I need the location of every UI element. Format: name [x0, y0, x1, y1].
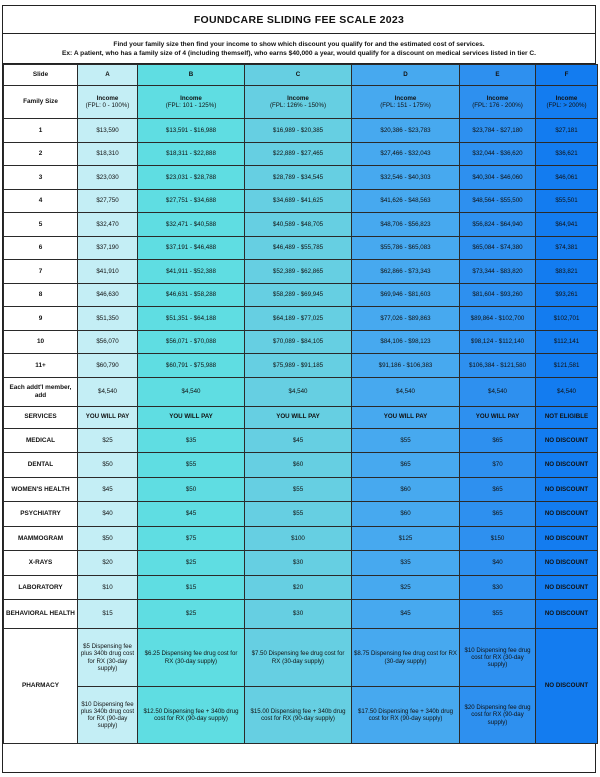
- service-price-cell: $150: [460, 526, 536, 551]
- tier-c-income-header: [245, 86, 352, 119]
- services-header-cell: YOU WILL PAY: [352, 406, 460, 428]
- service-price-cell: NO DISCOUNT: [536, 575, 598, 600]
- tier-f-letter: F: [536, 65, 598, 86]
- service-price-cell: $25: [352, 575, 460, 600]
- service-price-cell: $25: [78, 428, 138, 453]
- income-cell: $22,889 - $27,465: [245, 142, 352, 166]
- income-cell: $93,261: [536, 283, 598, 307]
- family-size-value: 10: [4, 330, 78, 354]
- tier-c-letter: C: [245, 65, 352, 86]
- service-price-cell: $50: [138, 477, 245, 502]
- service-price-cell: $45: [138, 502, 245, 527]
- additional-member-cell: $4,540: [536, 377, 598, 406]
- service-name: X-RAYS: [4, 551, 78, 576]
- service-price-cell: $55: [352, 428, 460, 453]
- income-cell: $62,866 - $73,343: [352, 260, 460, 284]
- service-price-cell: $30: [460, 575, 536, 600]
- service-price-cell: $65: [460, 428, 536, 453]
- service-price-cell: NO DISCOUNT: [536, 551, 598, 576]
- pharmacy-30-day-cell: $8.75 Dispensing fee drug cost for RX (30-day supply): [352, 629, 460, 687]
- fpl-label: (FPL: > 200%): [546, 102, 587, 109]
- service-row: [4, 453, 598, 478]
- income-cell: $77,026 - $89,863: [352, 307, 460, 331]
- service-price-cell: NO DISCOUNT: [536, 477, 598, 502]
- income-cell: $40,589 - $48,705: [245, 213, 352, 237]
- income-cell: $32,471 - $40,588: [138, 213, 245, 237]
- income-cell: $64,941: [536, 213, 598, 237]
- income-cell: $51,350: [78, 307, 138, 331]
- service-name: LABORATORY: [4, 575, 78, 600]
- pharmacy-90-day-cell: $20 Dispensing fee drug cost for RX (90-day supply): [460, 687, 536, 744]
- intro-line-1: Find your family size then find your income to show which discount you qualify for and the estimated cost of services.: [113, 40, 485, 48]
- service-price-cell: $55: [460, 600, 536, 629]
- fee-scale-sheet: [2, 5, 596, 773]
- tier-e-letter: E: [460, 65, 536, 86]
- service-price-cell: $50: [78, 526, 138, 551]
- intro-text: [3, 34, 595, 64]
- service-price-cell: $100: [245, 526, 352, 551]
- service-price-cell: $45: [245, 428, 352, 453]
- income-cell: $37,191 - $46,488: [138, 236, 245, 260]
- pharmacy-row-30-day: [4, 629, 598, 687]
- income-label: Income: [486, 94, 509, 102]
- tier-d-income-header: [352, 86, 460, 119]
- service-name: DENTAL: [4, 453, 78, 478]
- service-name: PSYCHIATRY: [4, 502, 78, 527]
- income-cell: $81,604 - $93,260: [460, 283, 536, 307]
- service-price-cell: NO DISCOUNT: [536, 453, 598, 478]
- service-row: [4, 575, 598, 600]
- intro-line-2: Ex: A patient, who has a family size of 4 (including themself), who earns $40,000 a year, would qualify for a discount on medical services listed in tier C.: [61, 49, 537, 57]
- tier-a-income-header: [78, 86, 138, 119]
- service-row: [4, 526, 598, 551]
- income-cell: $32,044 - $36,620: [460, 142, 536, 166]
- income-cell: $56,071 - $70,088: [138, 330, 245, 354]
- income-cell: $74,381: [536, 236, 598, 260]
- income-cell: $41,626 - $48,563: [352, 189, 460, 213]
- income-cell: $20,386 - $23,783: [352, 119, 460, 143]
- income-cell: $121,581: [536, 354, 598, 378]
- service-price-cell: $70: [460, 453, 536, 478]
- family-size-row: [4, 213, 598, 237]
- income-label: Income: [96, 94, 119, 102]
- family-size-header-row: [4, 86, 598, 119]
- family-size-row: [4, 236, 598, 260]
- income-cell: $41,911 - $52,388: [138, 260, 245, 284]
- family-size-row: [4, 166, 598, 190]
- service-price-cell: $55: [138, 453, 245, 478]
- pharmacy-30-day-cell: $10 Dispensing fee drug cost for RX (30-day supply): [460, 629, 536, 687]
- pharmacy-90-day-cell: $17.50 Dispensing fee + 340b drug cost for RX (90-day supply): [352, 687, 460, 744]
- income-cell: $51,351 - $64,188: [138, 307, 245, 331]
- family-size-value: 6: [4, 236, 78, 260]
- tier-b-income-header: [138, 86, 245, 119]
- income-cell: $58,289 - $69,945: [245, 283, 352, 307]
- tier-d-letter: D: [352, 65, 460, 86]
- service-price-cell: $65: [460, 477, 536, 502]
- service-price-cell: NO DISCOUNT: [536, 502, 598, 527]
- fpl-label: (FPL: 0 - 100%): [85, 102, 130, 109]
- income-cell: $18,310: [78, 142, 138, 166]
- income-cell: $73,344 - $83,820: [460, 260, 536, 284]
- pharmacy-30-day-cell: $6.25 Dispensing fee drug cost for RX (30-day supply): [138, 629, 245, 687]
- income-label: Income: [287, 94, 309, 102]
- income-cell: $27,181: [536, 119, 598, 143]
- service-price-cell: $20: [78, 551, 138, 576]
- income-cell: $48,706 - $56,823: [352, 213, 460, 237]
- pharmacy-no-discount-cell: NO DISCOUNT: [536, 629, 598, 744]
- income-cell: $23,030: [78, 166, 138, 190]
- service-row: [4, 551, 598, 576]
- additional-member-cell: $4,540: [78, 377, 138, 406]
- income-cell: $16,989 - $20,385: [245, 119, 352, 143]
- pharmacy-label: PHARMACY: [4, 629, 78, 744]
- pharmacy-row-90-day: [4, 687, 598, 744]
- family-size-label: Family Size: [4, 86, 78, 119]
- income-cell: $40,304 - $46,060: [460, 166, 536, 190]
- services-header-cell: NOT ELIGIBLE: [536, 406, 598, 428]
- service-price-cell: NO DISCOUNT: [536, 428, 598, 453]
- family-size-row: [4, 307, 598, 331]
- income-cell: $13,590: [78, 119, 138, 143]
- family-size-value: 9: [4, 307, 78, 331]
- services-header-cell: YOU WILL PAY: [78, 406, 138, 428]
- service-name: MEDICAL: [4, 428, 78, 453]
- additional-member-label: Each addt'l member, add: [4, 377, 78, 406]
- family-size-value: 2: [4, 142, 78, 166]
- income-cell: $27,750: [78, 189, 138, 213]
- family-size-row: [4, 283, 598, 307]
- income-cell: $60,791 - $75,988: [138, 354, 245, 378]
- service-price-cell: $60: [352, 502, 460, 527]
- additional-member-cell: $4,540: [138, 377, 245, 406]
- service-price-cell: $15: [78, 600, 138, 629]
- income-cell: $55,501: [536, 189, 598, 213]
- additional-member-cell: $4,540: [352, 377, 460, 406]
- service-price-cell: $40: [78, 502, 138, 527]
- income-cell: $98,124 - $112,140: [460, 330, 536, 354]
- fee-table: [3, 64, 598, 744]
- service-price-cell: $30: [245, 600, 352, 629]
- pharmacy-30-day-cell: $7.50 Dispensing fee drug cost for RX (30-day supply): [245, 629, 352, 687]
- income-label: Income: [555, 94, 578, 102]
- income-cell: $56,070: [78, 330, 138, 354]
- income-label: Income: [180, 94, 202, 102]
- service-price-cell: $10: [78, 575, 138, 600]
- family-size-value: 11+: [4, 354, 78, 378]
- fpl-label: (FPL: 126% - 150%): [269, 102, 327, 109]
- pharmacy-90-day-cell: $15.00 Dispensing fee + 340b drug cost for RX (90-day supply): [245, 687, 352, 744]
- service-price-cell: $25: [138, 600, 245, 629]
- slide-label: Slide: [4, 65, 78, 86]
- income-cell: $102,701: [536, 307, 598, 331]
- income-cell: $27,751 - $34,688: [138, 189, 245, 213]
- income-label: Income: [394, 94, 417, 102]
- pharmacy-90-day-cell: $10 Dispensing fee plus 340b drug cost for RX (90-day supply): [78, 687, 138, 744]
- service-price-cell: $35: [352, 551, 460, 576]
- services-header-cell: YOU WILL PAY: [460, 406, 536, 428]
- family-size-value: 7: [4, 260, 78, 284]
- income-cell: $34,689 - $41,625: [245, 189, 352, 213]
- income-cell: $69,946 - $81,603: [352, 283, 460, 307]
- income-cell: $70,089 - $84,105: [245, 330, 352, 354]
- income-cell: $28,789 - $34,545: [245, 166, 352, 190]
- services-header-row: [4, 406, 598, 428]
- income-cell: $32,470: [78, 213, 138, 237]
- service-price-cell: $25: [138, 551, 245, 576]
- income-cell: $112,141: [536, 330, 598, 354]
- services-header-cell: YOU WILL PAY: [245, 406, 352, 428]
- service-price-cell: $55: [245, 502, 352, 527]
- services-label: SERVICES: [4, 406, 78, 428]
- income-cell: $27,466 - $32,043: [352, 142, 460, 166]
- tier-e-income-header: [460, 86, 536, 119]
- service-price-cell: $40: [460, 551, 536, 576]
- income-cell: $46,630: [78, 283, 138, 307]
- family-size-row: [4, 330, 598, 354]
- family-size-value: 1: [4, 119, 78, 143]
- income-cell: $18,311 - $22,888: [138, 142, 245, 166]
- family-size-row: [4, 189, 598, 213]
- service-row: [4, 600, 598, 629]
- tier-f-income-header: [536, 86, 598, 119]
- service-price-cell: NO DISCOUNT: [536, 600, 598, 629]
- family-size-value: 5: [4, 213, 78, 237]
- page-title: FOUNDCARE SLIDING FEE SCALE 2023: [3, 6, 595, 34]
- family-size-value: 8: [4, 283, 78, 307]
- income-cell: $60,790: [78, 354, 138, 378]
- service-row: [4, 502, 598, 527]
- income-cell: $91,186 - $106,383: [352, 354, 460, 378]
- family-size-value: 3: [4, 166, 78, 190]
- income-cell: $46,061: [536, 166, 598, 190]
- family-size-row: [4, 260, 598, 284]
- income-cell: $48,564 - $55,500: [460, 189, 536, 213]
- service-price-cell: $60: [245, 453, 352, 478]
- service-name: MAMMOGRAM: [4, 526, 78, 551]
- family-size-value: 4: [4, 189, 78, 213]
- income-cell: $23,784 - $27,180: [460, 119, 536, 143]
- service-price-cell: $60: [352, 477, 460, 502]
- income-cell: $41,910: [78, 260, 138, 284]
- income-cell: $64,189 - $77,025: [245, 307, 352, 331]
- income-cell: $13,591 - $16,988: [138, 119, 245, 143]
- service-price-cell: NO DISCOUNT: [536, 526, 598, 551]
- service-price-cell: $30: [245, 551, 352, 576]
- service-price-cell: $45: [78, 477, 138, 502]
- income-cell: $23,031 - $28,788: [138, 166, 245, 190]
- service-price-cell: $35: [138, 428, 245, 453]
- income-cell: $65,084 - $74,380: [460, 236, 536, 260]
- service-price-cell: $125: [352, 526, 460, 551]
- service-name: BEHAVIORAL HEALTH: [4, 600, 78, 629]
- pharmacy-90-day-cell: $12.50 Dispensing fee + 340b drug cost for RX (90-day supply): [138, 687, 245, 744]
- fpl-label: (FPL: 176 - 200%): [472, 102, 523, 109]
- income-cell: $89,864 - $102,700: [460, 307, 536, 331]
- slide-row: [4, 65, 598, 86]
- income-cell: $32,546 - $40,303: [352, 166, 460, 190]
- income-cell: $106,384 - $121,580: [460, 354, 536, 378]
- tier-a-letter: A: [78, 65, 138, 86]
- income-cell: $52,389 - $62,865: [245, 260, 352, 284]
- income-cell: $46,489 - $55,785: [245, 236, 352, 260]
- income-cell: $83,821: [536, 260, 598, 284]
- income-cell: $36,621: [536, 142, 598, 166]
- income-cell: $84,106 - $98,123: [352, 330, 460, 354]
- income-cell: $56,824 - $64,940: [460, 213, 536, 237]
- service-row: [4, 428, 598, 453]
- additional-member-cell: $4,540: [245, 377, 352, 406]
- tier-b-letter: B: [138, 65, 245, 86]
- pharmacy-30-day-cell: $5 Dispensing fee plus 340b drug cost for RX (30-day supply): [78, 629, 138, 687]
- service-price-cell: $65: [352, 453, 460, 478]
- service-price-cell: $55: [245, 477, 352, 502]
- family-size-row: [4, 119, 598, 143]
- additional-member-row: [4, 377, 598, 406]
- service-name: WOMEN'S HEALTH: [4, 477, 78, 502]
- service-row: [4, 477, 598, 502]
- service-price-cell: $50: [78, 453, 138, 478]
- income-cell: $55,786 - $65,083: [352, 236, 460, 260]
- services-header-cell: YOU WILL PAY: [138, 406, 245, 428]
- service-price-cell: $15: [138, 575, 245, 600]
- fpl-label: (FPL: 101 - 125%): [165, 102, 217, 109]
- service-price-cell: $75: [138, 526, 245, 551]
- income-cell: $75,989 - $91,185: [245, 354, 352, 378]
- income-cell: $37,190: [78, 236, 138, 260]
- additional-member-cell: $4,540: [460, 377, 536, 406]
- income-cell: $46,631 - $58,288: [138, 283, 245, 307]
- family-size-row: [4, 142, 598, 166]
- service-price-cell: $20: [245, 575, 352, 600]
- family-size-row: [4, 354, 598, 378]
- fpl-label: (FPL: 151 - 175%): [380, 102, 431, 109]
- service-price-cell: $65: [460, 502, 536, 527]
- service-price-cell: $45: [352, 600, 460, 629]
